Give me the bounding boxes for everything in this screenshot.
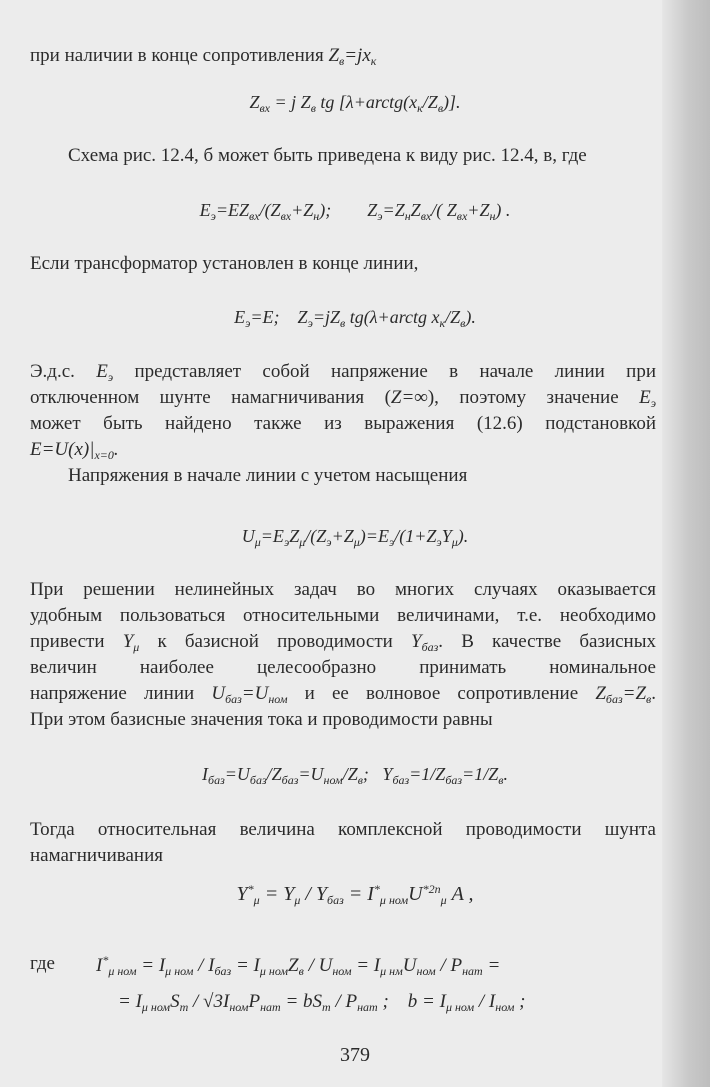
formula-y-relative: $Y^*_\mu = Y_\mu / Y_{баз} = I^*_{\mu ном}U^{*2n}_\mu$ A ,: [236, 882, 474, 907]
paragraph-relative-line-3: привести $Y_\mu$ к базисной проводимости $Y_{баз}$. В качестве базисных: [30, 631, 656, 654]
formula-zvx: $Z_{вх} = j$ $Z_в$ tg $[\lambda+arctg(x_к/Z_в)]$.: [249, 92, 461, 115]
page-number: 379: [340, 1044, 370, 1066]
paragraph-emf-line-3: может быть найдено также из выражения (12.6) подстановкой: [30, 413, 656, 434]
paragraph-then-line-2: намагничивания: [30, 845, 164, 866]
formula-base-values: $I_{баз}=U_{баз}/Z_{баз}=U_{ном}/Z_в$; $Y_{баз}=1/Z_{баз}=1/Z_в$.: [202, 764, 508, 787]
paragraph-emf-line-2: отключенном шунте намагничивания (Z=∞), поэтому значение $E_э$: [30, 387, 657, 410]
paragraph-relative-line-2: удобным пользоваться относительными величинами, т.е. необходимо: [30, 605, 656, 626]
paragraph-then-line-1: Тогда относительная величина комплексной проводимости шунта: [30, 819, 656, 840]
paragraph-emf-line-1: Э.д.с. $E_э$ представляет собой напряжение в начале линии при: [30, 361, 656, 384]
formula-u-mu: $U_\mu=E_эZ_\mu/(Z_э+Z_\mu)=E_э/(1+Z_эY_\mu)$.: [241, 526, 469, 549]
paragraph-relative-line-4: величин наиболее целесообразно принимать номинальное: [30, 657, 656, 678]
text-line-transformer: Если трансформатор установлен в конце линии,: [30, 253, 419, 274]
formula-e-equiv: $E_э=EZ_{вх}/(Z_{вх}+Z_н)$; $Z_э=Z_нZ_{вх}/$( $Z_{вх}+Z_н$) .: [199, 200, 511, 223]
paragraph-relative-line-6: При этом базисные значения тока и проводимости равны: [30, 709, 493, 730]
where-label: где: [30, 953, 55, 974]
paragraph-relative-line-1: При решении нелинейных задач во многих случаях оказывается: [30, 579, 656, 600]
text-line-1: при наличии в конце сопротивления $Z_в=jx_к$: [30, 45, 377, 68]
formula-i-nom-line-1: $I^*_{\mu ном} = I_{\mu ном} / I_{баз} = I_{\mu ном}Z_в / U_{ном} = I_{\mu нм}U_{ном} / P_{нат}$ =: [96, 953, 501, 978]
text-line-scheme: Схема рис. 12.4, б может быть приведена к виду рис. 12.4, в, где: [68, 145, 587, 166]
formula-e-end: $E_э=E$; $Z_э=jZ_в$ tg(λ+arctg $x_к/Z_в$).: [234, 307, 476, 330]
paragraph-emf-line-4: $E=U(x)|_{x=0}$.: [30, 439, 119, 462]
formula-i-nom-line-2: = $I_{\mu ном}S_т / √3I_{ном}P_{нат} = bS_т / P_{нат}$ ; $b = I_{\mu ном} / I_{ном}$ ;: [118, 991, 526, 1014]
text-line-saturation: Напряжения в начале линии с учетом насыщения: [68, 465, 468, 486]
paragraph-relative-line-5: напряжение линии $U_{баз}=U_{ном}$ и ее волновое сопротивление $Z_{баз}=Z_в$.: [30, 683, 656, 706]
